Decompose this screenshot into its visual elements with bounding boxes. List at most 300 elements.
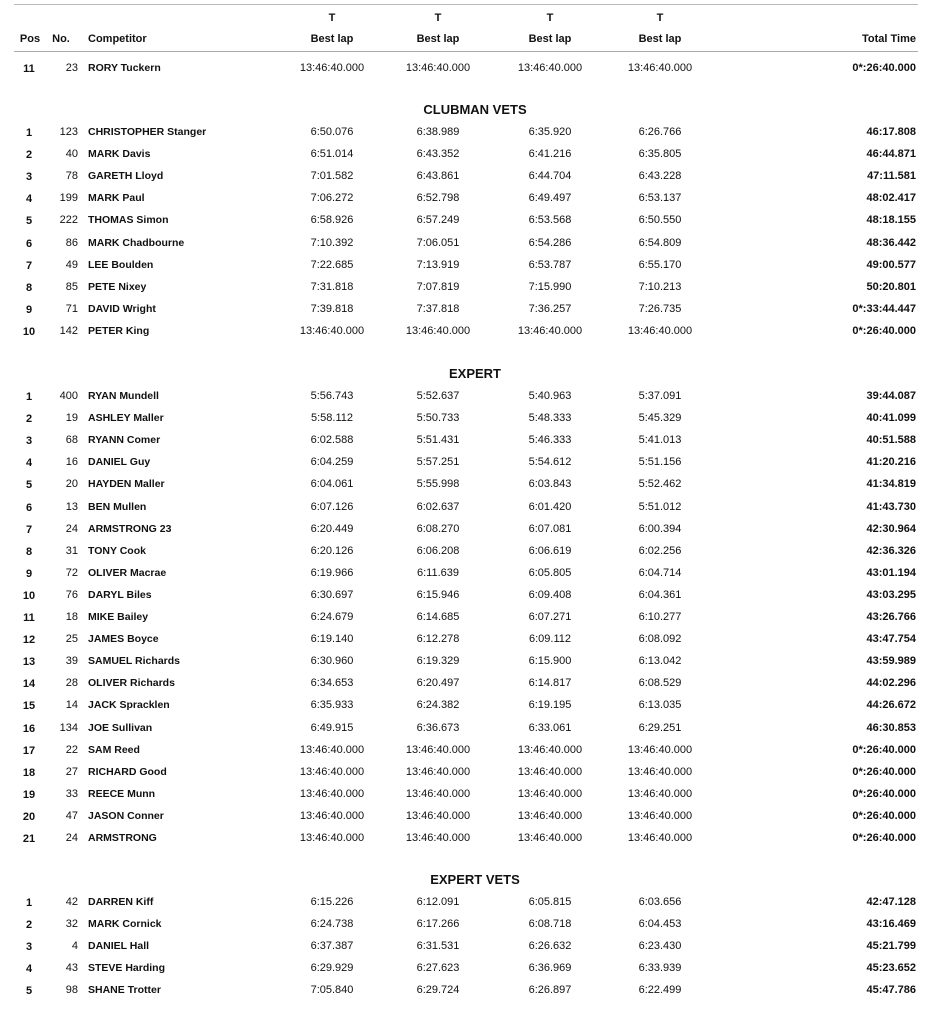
cell-lap-2: 6:15.946 — [416, 588, 460, 601]
cell-lap-3: 7:15.990 — [528, 280, 572, 293]
cell-total-time: 49:00.577 — [866, 258, 916, 271]
cell-total-time: 43:16.469 — [866, 918, 916, 931]
cell-pos: 2 — [25, 413, 33, 426]
cell-number: 400 — [59, 390, 78, 402]
cell-total-time: 45:23.652 — [866, 962, 916, 975]
cell-pos: 1 — [25, 897, 33, 909]
cell-pos: 7 — [25, 523, 33, 536]
cell-lap-1: 6:24.679 — [310, 611, 354, 623]
header-pos: Pos — [19, 33, 41, 45]
cell-lap-4: 6:13.035 — [638, 699, 682, 712]
cell-lap-2: 6:24.382 — [416, 699, 460, 712]
cell-lap-3: 6:07.271 — [528, 611, 572, 623]
cell-lap-2: 7:06.051 — [416, 236, 460, 249]
cell-pos: 11 — [23, 63, 35, 75]
cell-competitor: REECE Munn — [88, 787, 156, 800]
cell-lap-3: 13:46:40.000 — [517, 787, 583, 800]
cell-lap-1: 13:46:40.000 — [299, 787, 365, 800]
cell-lap-1: 6:19.140 — [310, 633, 354, 646]
header-no: No. — [52, 33, 70, 45]
cell-competitor: JOE Sullivan — [88, 721, 153, 734]
cell-competitor: MARK Davis — [88, 148, 151, 161]
cell-lap-4: 7:10.213 — [638, 280, 682, 293]
cell-lap-4: 6:50.550 — [638, 214, 682, 227]
cell-lap-1: 7:39.818 — [310, 302, 354, 315]
cell-pos: 19 — [22, 788, 36, 801]
cell-total-time: 0*:26:40.000 — [852, 743, 916, 756]
cell-lap-1: 6:35.933 — [310, 699, 354, 712]
cell-number: 22 — [65, 743, 78, 756]
cell-pos: 2 — [25, 149, 33, 162]
cell-lap-4: 6:04.453 — [638, 918, 682, 931]
cell-lap-3: 5:54.612 — [528, 456, 572, 469]
cell-lap-4: 6:04.361 — [638, 588, 682, 601]
cell-lap-4: 6:08.529 — [638, 677, 682, 690]
cell-lap-1: 6:34.653 — [310, 677, 354, 690]
cell-competitor: ARMSTRONG — [88, 832, 157, 844]
cell-number: 98 — [65, 984, 78, 997]
cell-total-time: 0*:26:40.000 — [852, 787, 916, 800]
cell-total-time: 45:21.799 — [866, 940, 916, 953]
cell-competitor: STEVE Harding — [88, 962, 166, 975]
cell-competitor: PETE Nixey — [88, 280, 147, 293]
cell-lap-1: 6:49.915 — [310, 721, 354, 734]
cell-number: 39 — [65, 655, 78, 668]
cell-competitor: MARK Cornick — [88, 918, 162, 931]
cell-pos: 9 — [25, 303, 33, 316]
cell-pos: 1 — [25, 127, 33, 139]
cell-lap-2: 7:13.919 — [416, 258, 460, 271]
cell-number: 78 — [65, 170, 78, 183]
cell-lap-2: 6:11.639 — [416, 566, 459, 579]
cell-lap-1: 7:31.818 — [310, 280, 354, 293]
cell-lap-1: 6:19.966 — [310, 566, 354, 579]
cell-number: 31 — [65, 544, 78, 557]
cell-lap-4: 6:04.714 — [638, 566, 682, 579]
header-competitor: Competitor — [88, 33, 147, 45]
cell-lap-4: 6:53.137 — [638, 192, 682, 205]
cell-lap-1: 6:04.061 — [310, 478, 354, 491]
cell-lap-4: 6:29.251 — [638, 721, 682, 734]
cell-total-time: 48:36.442 — [866, 236, 916, 249]
cell-total-time: 46:17.808 — [866, 126, 916, 138]
cell-lap-4: 13:46:40.000 — [627, 809, 693, 822]
header-lap-2-top: T — [434, 12, 442, 24]
cell-pos: 17 — [22, 744, 36, 757]
cell-total-time: 41:43.730 — [866, 500, 916, 513]
cell-lap-2: 6:38.989 — [416, 126, 460, 138]
cell-lap-3: 5:48.333 — [528, 412, 572, 425]
cell-lap-2: 6:12.091 — [416, 896, 460, 908]
cell-total-time: 43:03.295 — [866, 588, 916, 601]
cell-lap-4: 6:43.228 — [638, 170, 682, 183]
cell-lap-4: 6:13.042 — [638, 655, 682, 668]
cell-lap-3: 6:41.216 — [528, 148, 572, 161]
cell-lap-4: 6:33.939 — [638, 962, 682, 975]
cell-lap-2: 13:46:40.000 — [405, 809, 471, 822]
cell-number: 68 — [65, 434, 78, 447]
cell-pos: 6 — [25, 501, 33, 514]
cell-pos: 13 — [22, 656, 36, 669]
header-divider — [14, 51, 918, 52]
cell-lap-4: 13:46:40.000 — [627, 787, 693, 800]
cell-lap-4: 6:55.170 — [638, 258, 682, 271]
cell-number: 16 — [65, 456, 78, 469]
cell-competitor: THOMAS Simon — [88, 214, 169, 227]
cell-pos: 4 — [25, 193, 33, 206]
cell-number: 49 — [65, 258, 78, 271]
cell-competitor: OLIVER Macrae — [88, 566, 167, 579]
cell-total-time: 42:36.326 — [866, 544, 916, 557]
cell-lap-3: 6:36.969 — [528, 962, 572, 975]
cell-lap-1: 5:58.112 — [310, 412, 353, 425]
cell-pos: 20 — [22, 810, 36, 823]
cell-total-time: 40:41.099 — [866, 412, 916, 425]
cell-lap-2: 5:50.733 — [416, 412, 460, 425]
cell-total-time: 42:47.128 — [866, 896, 916, 908]
cell-lap-1: 7:05.840 — [310, 984, 354, 997]
cell-lap-4: 5:52.462 — [638, 478, 682, 491]
section-title: EXPERT — [448, 366, 501, 381]
cell-lap-4: 5:45.329 — [638, 412, 682, 425]
cell-lap-1: 7:06.272 — [310, 192, 354, 205]
cell-lap-1: 7:01.582 — [310, 170, 354, 183]
cell-number: 76 — [65, 588, 78, 601]
cell-lap-3: 6:19.195 — [528, 699, 572, 712]
cell-pos: 3 — [25, 435, 33, 448]
cell-lap-1: 6:02.588 — [310, 434, 354, 447]
cell-total-time: 0*:26:40.000 — [852, 832, 916, 844]
cell-pos: 2 — [25, 919, 33, 932]
section-title: CLUBMAN VETS — [423, 102, 527, 117]
cell-competitor: RICHARD Good — [88, 765, 167, 778]
cell-competitor: CHRISTOPHER Stanger — [88, 126, 207, 138]
cell-lap-2: 13:46:40.000 — [405, 743, 471, 756]
cell-pos: 9 — [25, 567, 33, 580]
cell-competitor: GARETH Lloyd — [88, 170, 164, 183]
cell-number: 14 — [65, 699, 78, 712]
cell-lap-1: 6:30.960 — [310, 655, 354, 668]
cell-lap-3: 6:09.112 — [528, 633, 571, 646]
cell-lap-3: 6:26.632 — [528, 940, 572, 953]
cell-lap-1: 5:56.743 — [310, 390, 354, 402]
cell-lap-3: 13:46:40.000 — [517, 743, 583, 756]
cell-lap-3: 6:15.900 — [528, 655, 572, 668]
cell-number: 222 — [59, 214, 78, 227]
cell-pos: 21 — [22, 833, 36, 845]
cell-lap-3: 13:46:40.000 — [517, 324, 583, 337]
cell-lap-2: 6:02.637 — [416, 500, 460, 513]
cell-total-time: 41:34.819 — [866, 478, 916, 491]
cell-lap-2: 5:51.431 — [416, 434, 460, 447]
cell-pos: 8 — [25, 281, 33, 294]
cell-pos: 4 — [25, 963, 33, 976]
cell-lap-4: 13:46:40.000 — [627, 324, 693, 337]
cell-lap-3: 6:53.787 — [528, 258, 572, 271]
cell-lap-4: 13:46:40.000 — [627, 765, 693, 778]
cell-lap-2: 7:37.818 — [416, 302, 460, 315]
cell-number: 19 — [65, 412, 78, 425]
cell-lap-1: 6:58.926 — [310, 214, 354, 227]
cell-lap-2: 5:57.251 — [416, 456, 460, 469]
header-lap-4-top: T — [656, 12, 664, 24]
cell-pos: 3 — [25, 941, 33, 954]
cell-lap-4: 6:23.430 — [638, 940, 682, 953]
cell-total-time: 0*:26:40.000 — [852, 809, 916, 822]
cell-lap-1: 7:22.685 — [310, 258, 354, 271]
cell-lap-3: 6:08.718 — [528, 918, 572, 931]
cell-lap-2: 6:19.329 — [416, 655, 460, 668]
cell-lap-4: 6:22.499 — [638, 984, 682, 997]
cell-competitor: DARREN Kiff — [88, 896, 154, 908]
cell-lap-2: 6:31.531 — [416, 940, 460, 953]
cell-lap-2: 13:46:40.000 — [405, 324, 471, 337]
cell-lap-3: 5:46.333 — [528, 434, 572, 447]
cell-lap-2: 6:27.623 — [416, 962, 460, 975]
cell-total-time: 0*:26:40.000 — [852, 324, 916, 337]
cell-number: 33 — [65, 787, 78, 800]
cell-competitor: ASHLEY Maller — [88, 412, 164, 425]
cell-competitor: ARMSTRONG 23 — [88, 522, 172, 535]
cell-competitor: DANIEL Hall — [88, 940, 150, 953]
cell-competitor: PETER King — [88, 324, 150, 337]
cell-total-time: 0*:26:40.000 — [852, 62, 916, 74]
cell-lap-3: 13:46:40.000 — [517, 765, 583, 778]
cell-lap-3: 13:46:40.000 — [517, 832, 583, 844]
cell-lap-1: 6:51.014 — [310, 148, 354, 161]
cell-number: 71 — [65, 302, 78, 315]
cell-lap-2: 6:52.798 — [416, 192, 460, 205]
cell-lap-1: 13:46:40.000 — [299, 62, 365, 74]
cell-total-time: 42:30.964 — [866, 522, 916, 535]
cell-number: 40 — [65, 148, 78, 161]
cell-number: 123 — [59, 126, 78, 138]
cell-lap-4: 5:41.013 — [638, 434, 682, 447]
cell-competitor: TONY Cook — [88, 544, 146, 557]
cell-lap-2: 13:46:40.000 — [405, 832, 471, 844]
cell-lap-2: 13:46:40.000 — [405, 765, 471, 778]
cell-pos: 15 — [22, 700, 36, 713]
cell-lap-3: 6:14.817 — [528, 677, 572, 690]
cell-lap-2: 6:17.266 — [416, 918, 460, 931]
cell-number: 20 — [65, 478, 78, 491]
cell-pos: 16 — [22, 722, 36, 735]
cell-pos: 18 — [22, 766, 36, 779]
cell-lap-4: 6:02.256 — [638, 544, 682, 557]
cell-lap-1: 6:29.929 — [310, 962, 354, 975]
header-lap-2: Best lap — [416, 33, 460, 45]
cell-lap-3: 6:35.920 — [528, 126, 572, 138]
cell-lap-4: 13:46:40.000 — [627, 743, 693, 756]
header-lap-1: Best lap — [310, 33, 354, 45]
cell-pos: 10 — [22, 589, 36, 602]
header-lap-4: Best lap — [638, 33, 682, 45]
cell-lap-1: 13:46:40.000 — [299, 832, 365, 844]
cell-lap-4: 6:00.394 — [638, 522, 682, 535]
cell-number: 72 — [65, 566, 78, 579]
cell-number: 47 — [65, 809, 78, 822]
cell-competitor: BEN Mullen — [88, 500, 147, 513]
cell-lap-3: 6:53.568 — [528, 214, 572, 227]
cell-lap-3: 6:05.805 — [528, 566, 572, 579]
cell-lap-4: 7:26.735 — [638, 302, 682, 315]
cell-lap-4: 6:54.809 — [638, 236, 682, 249]
cell-lap-1: 6:15.226 — [310, 896, 354, 908]
cell-number: 4 — [71, 940, 78, 953]
cell-lap-2: 6:29.724 — [416, 984, 460, 997]
cell-lap-1: 13:46:40.000 — [299, 743, 365, 756]
header-total-time: Total Time — [862, 33, 916, 45]
cell-lap-3: 6:49.497 — [528, 192, 572, 205]
cell-lap-1: 13:46:40.000 — [299, 765, 365, 778]
cell-total-time: 48:02.417 — [866, 192, 916, 205]
header-lap-1-top: T — [328, 12, 336, 24]
cell-pos: 6 — [25, 237, 33, 250]
cell-lap-4: 6:03.656 — [638, 896, 682, 908]
cell-lap-2: 6:36.673 — [416, 721, 460, 734]
cell-lap-3: 6:54.286 — [528, 236, 572, 249]
header-lap-3: Best lap — [528, 33, 572, 45]
cell-total-time: 0*:33:44.447 — [852, 302, 916, 315]
cell-lap-2: 6:57.249 — [416, 214, 460, 227]
cell-competitor: HAYDEN Maller — [88, 478, 165, 491]
cell-competitor: SHANE Trotter — [88, 984, 161, 997]
cell-competitor: RYANN Comer — [88, 434, 161, 447]
cell-competitor: MARK Paul — [88, 192, 145, 205]
cell-number: 27 — [65, 765, 78, 778]
cell-total-time: 46:30.853 — [866, 721, 916, 734]
cell-lap-4: 13:46:40.000 — [627, 832, 693, 844]
cell-number: 43 — [65, 962, 78, 975]
cell-lap-3: 6:05.815 — [528, 896, 572, 908]
cell-lap-2: 6:12.278 — [416, 633, 460, 646]
cell-total-time: 39:44.087 — [866, 390, 916, 402]
cell-total-time: 41:20.216 — [866, 456, 916, 469]
cell-lap-4: 13:46:40.000 — [627, 62, 693, 74]
cell-competitor: JACK Spracklen — [88, 699, 170, 712]
cell-lap-3: 6:33.061 — [528, 721, 572, 734]
cell-pos: 5 — [25, 985, 33, 998]
cell-competitor: MARK Chadbourne — [88, 236, 185, 249]
cell-lap-1: 6:20.449 — [310, 522, 354, 535]
cell-lap-4: 6:26.766 — [638, 126, 682, 138]
cell-total-time: 48:18.155 — [866, 214, 916, 227]
cell-lap-4: 5:37.091 — [638, 390, 682, 402]
cell-lap-4: 5:51.156 — [638, 456, 682, 469]
cell-lap-3: 6:06.619 — [528, 544, 572, 557]
cell-lap-4: 6:10.277 — [638, 611, 682, 623]
cell-total-time: 40:51.588 — [866, 434, 916, 447]
cell-lap-3: 6:01.420 — [528, 500, 572, 513]
cell-number: 142 — [59, 324, 78, 337]
cell-lap-4: 6:08.092 — [638, 633, 682, 646]
cell-number: 25 — [65, 633, 78, 646]
cell-total-time: 47:11.581 — [867, 170, 916, 183]
cell-lap-2: 5:52.637 — [416, 390, 460, 402]
cell-lap-2: 6:06.208 — [416, 544, 460, 557]
cell-number: 24 — [65, 832, 78, 844]
cell-pos: 11 — [23, 612, 35, 624]
cell-lap-2: 6:43.352 — [416, 148, 460, 161]
cell-lap-3: 5:40.963 — [528, 390, 572, 402]
cell-lap-3: 7:36.257 — [528, 302, 572, 315]
cell-total-time: 44:02.296 — [866, 677, 916, 690]
cell-number: 18 — [65, 611, 78, 623]
cell-total-time: 43:01.194 — [866, 566, 916, 579]
cell-lap-3: 6:07.081 — [528, 522, 572, 535]
cell-lap-3: 6:09.408 — [528, 588, 572, 601]
cell-competitor: JAMES Boyce — [88, 633, 159, 646]
cell-pos: 10 — [22, 325, 36, 338]
cell-lap-1: 13:46:40.000 — [299, 324, 365, 337]
cell-competitor: MIKE Bailey — [88, 611, 149, 623]
cell-total-time: 0*:26:40.000 — [852, 765, 916, 778]
cell-competitor: DARYL Biles — [88, 588, 152, 601]
cell-lap-3: 6:44.704 — [528, 170, 572, 183]
cell-lap-3: 6:26.897 — [528, 984, 572, 997]
cell-pos: 5 — [25, 479, 33, 492]
section-title: EXPERT VETS — [430, 872, 520, 887]
cell-competitor: RORY Tuckern — [88, 62, 161, 74]
cell-lap-1: 6:30.697 — [310, 588, 354, 601]
cell-number: 85 — [65, 280, 78, 293]
cell-lap-2: 13:46:40.000 — [405, 62, 471, 74]
cell-competitor: DAVID Wright — [88, 302, 156, 315]
cell-total-time: 43:59.989 — [866, 655, 916, 668]
cell-total-time: 45:47.786 — [866, 984, 916, 997]
cell-lap-2: 13:46:40.000 — [405, 787, 471, 800]
cell-number: 23 — [65, 62, 78, 74]
cell-lap-3: 6:03.843 — [528, 478, 572, 491]
cell-number: 24 — [65, 522, 78, 535]
cell-total-time: 44:26.672 — [866, 699, 916, 712]
cell-pos: 7 — [25, 259, 33, 272]
cell-competitor: RYAN Mundell — [88, 390, 159, 402]
top-divider — [14, 4, 918, 5]
cell-lap-1: 6:04.259 — [310, 456, 354, 469]
cell-lap-2: 7:07.819 — [416, 280, 460, 293]
cell-lap-1: 13:46:40.000 — [299, 809, 365, 822]
cell-lap-3: 13:46:40.000 — [517, 809, 583, 822]
cell-competitor: SAM Reed — [88, 743, 140, 756]
cell-lap-2: 6:14.685 — [416, 611, 460, 623]
cell-competitor: JASON Conner — [88, 809, 164, 822]
cell-pos: 14 — [22, 678, 36, 691]
cell-pos: 12 — [22, 634, 36, 647]
header-lap-3-top: T — [546, 12, 554, 24]
cell-competitor: SAMUEL Richards — [88, 655, 180, 668]
cell-competitor: LEE Boulden — [88, 258, 154, 271]
cell-total-time: 46:44.871 — [866, 148, 916, 161]
cell-number: 199 — [59, 192, 78, 205]
cell-lap-1: 6:24.738 — [310, 918, 354, 931]
cell-number: 13 — [65, 500, 78, 513]
cell-lap-1: 6:07.126 — [310, 500, 354, 513]
cell-number: 134 — [59, 721, 78, 734]
cell-pos: 8 — [25, 545, 33, 558]
cell-pos: 5 — [25, 215, 33, 228]
cell-lap-1: 6:37.387 — [310, 940, 354, 953]
cell-number: 32 — [65, 918, 78, 931]
cell-lap-2: 6:20.497 — [416, 677, 460, 690]
cell-competitor: DANIEL Guy — [88, 456, 151, 469]
cell-pos: 1 — [25, 391, 33, 403]
cell-lap-3: 13:46:40.000 — [517, 62, 583, 74]
cell-lap-4: 5:51.012 — [638, 500, 682, 513]
cell-number: 42 — [65, 896, 78, 908]
cell-lap-2: 6:43.861 — [416, 170, 460, 183]
cell-total-time: 50:20.801 — [866, 280, 916, 293]
